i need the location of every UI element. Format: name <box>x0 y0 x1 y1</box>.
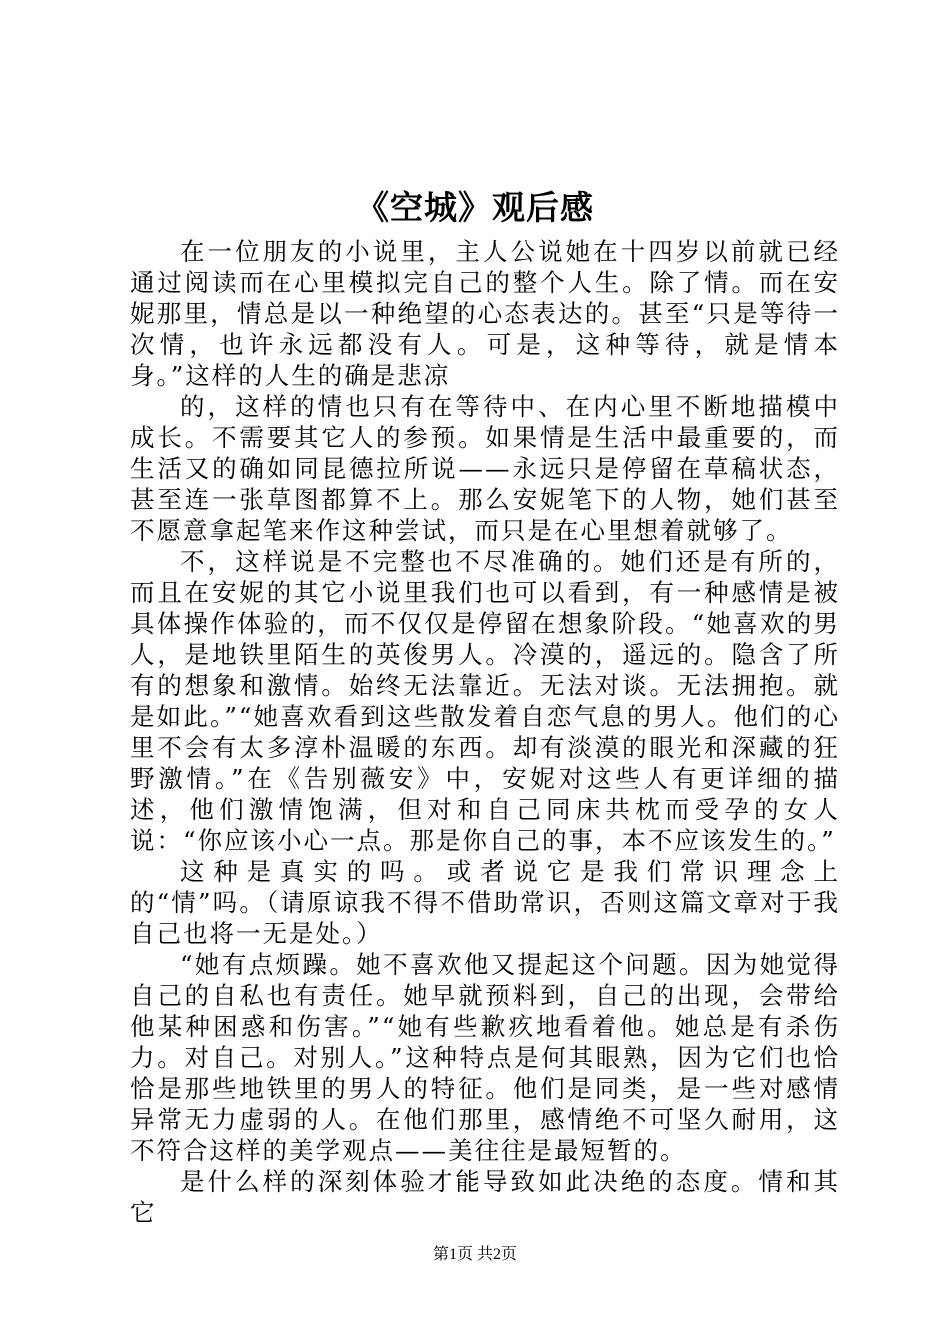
page-number-footer: 第1页 共2页 <box>432 1246 517 1263</box>
document-title: 《空城》观后感 <box>356 188 594 227</box>
paragraph: “她有点烦躁。她不喜欢他又提起这个问题。因为她觉得自己的自私也有责任。她早就预料到，自己的出现，会带给他某种困惑和伤害。”“她有些歉疚地看着他。她总是有杀伤力。对自己。对别人。”这种特点是何其眼熟，因为它们也恰恰是那些地铁里的男人的特征。他们是同类，是一些对感情异常无力虚弱的人。在他们那里，感情绝不可坚久耐用，这不符合这样的美学观点——美往往是最短暂的。 <box>130 950 840 1165</box>
document-body <box>130 236 840 1228</box>
paragraph: 是什么样的深刻体验才能导致如此决绝的态度。情和其它 <box>130 1167 840 1227</box>
paragraph: 这种是真实的吗。或者说它是我们常识理念上的“情”吗。（请原谅我不得不借助常识，否则这篇文章对于我自己也将一无是处。） <box>130 857 840 948</box>
paragraph: 不，这样说是不完整也不尽准确的。她们还是有所的，而且在安妮的其它小说里我们也可以看到，有一种感情是被具体操作体验的，而不仅仅是停留在想象阶段。“她喜欢的男人，是地铁里陌生的英俊男人。冷漠的，遥远的。隐含了所有的想象和激情。始终无法靠近。无法对谈。无法拥抱。就是如此。”“她喜欢看到这些散发着自恋气息的男人。他们的心里不会有太多淳朴温暖的东西。却有淡漠的眼光和深藏的狂野激情。”在《告别薇安》中，安妮对这些人有更详细的描述，他们激情饱满，但对和自己同床共枕而受孕的女人说：“你应该小心一点。那是你自己的事，本不应该发生的。” <box>130 547 840 855</box>
paragraph: 在一位朋友的小说里，主人公说她在十四岁以前就已经通过阅读而在心里模拟完自己的整个人生。除了情。而在安妮那里，情总是以一种绝望的心态表达的。甚至“只是等待一次情，也许永远都没有人。可是，这种等待，就是情本身。”这样的人生的确是悲凉 <box>130 237 840 390</box>
paragraph: 的，这样的情也只有在等待中、在内心里不断地描模中成长。不需要其它人的参预。如果情是生活中最重要的，而生活又的确如同昆德拉所说——永远只是停留在草稿状态，甚至连一张草图都算不上。那么安妮笔下的人物，她们甚至不愿意拿起笔来作这种尝试，而只是在心里想着就够了。 <box>130 392 840 545</box>
